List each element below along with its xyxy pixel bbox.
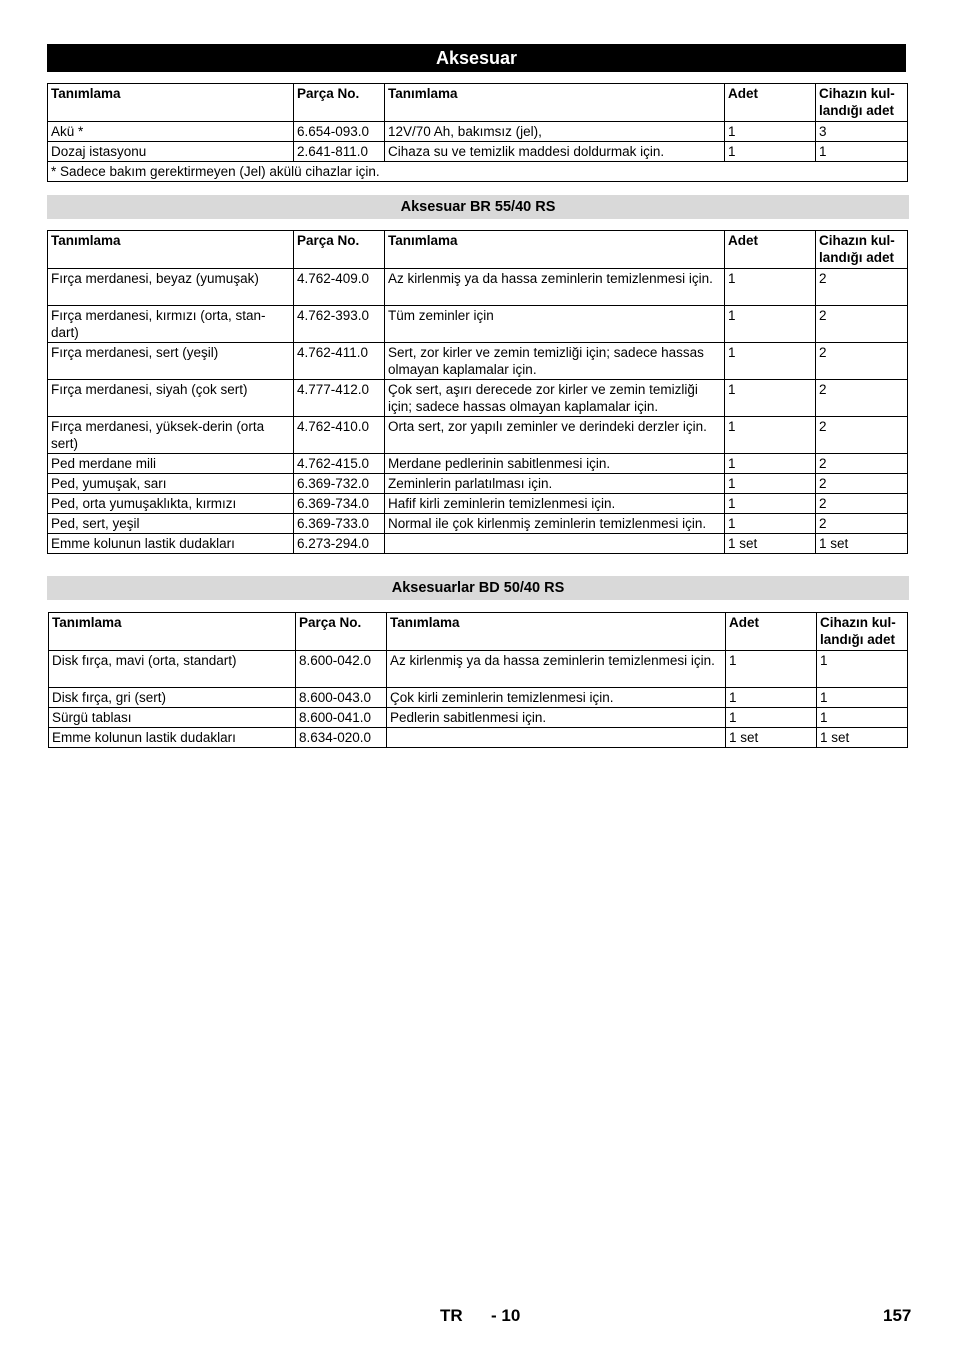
table-cell: Fırça merdanesi, siyah (çok sert) [48, 380, 294, 417]
accessory-table [47, 83, 908, 182]
table-cell: 4.762-415.0 [294, 454, 385, 474]
accessory-table-header [48, 84, 908, 122]
column-header: Cihazın kul- landığı adet [817, 613, 908, 651]
table-cell: 1 [817, 651, 908, 688]
table-row [49, 728, 908, 748]
table-cell: 1 [725, 269, 816, 306]
table-cell: 4.762-393.0 [294, 306, 385, 343]
table-cell: Cihaza su ve temizlik maddesi doldurmak için. [385, 142, 725, 162]
table-cell: Ped, yumuşak, sarı [48, 474, 294, 494]
table-cell: 1 [725, 306, 816, 343]
table-cell: Ped, sert, yeşil [48, 514, 294, 534]
table-cell: Fırça merdanesi, beyaz (yumuşak) [48, 269, 294, 306]
table-cell: 6.369-733.0 [294, 514, 385, 534]
table-cell: 1 [725, 380, 816, 417]
table-row [48, 494, 908, 514]
table-cell: 8.634-020.0 [296, 728, 387, 748]
table-cell: 2 [816, 343, 908, 380]
table-cell: Emme kolunun lastik dudakları [49, 728, 296, 748]
table-cell: 1 [726, 688, 817, 708]
table-cell: Çok sert, aşırı derecede zor kirler ve zemin temizliği için; sadece hassas olmayan kaplamalar için. [385, 380, 725, 417]
table-cell: Dozaj istasyonu [48, 142, 294, 162]
table-cell: 2.641-811.0 [294, 142, 385, 162]
column-header: Tanımlama [49, 613, 296, 651]
table-cell: 1 [725, 514, 816, 534]
table-cell: 1 [817, 688, 908, 708]
table-row [48, 534, 908, 554]
br-55-40-rs-table [47, 230, 908, 554]
footnote-row [48, 162, 908, 182]
table-cell: 2 [816, 494, 908, 514]
table-cell: Çok kirli zeminlerin temizlenmesi için. [387, 688, 726, 708]
table-row [49, 708, 908, 728]
table-row [48, 454, 908, 474]
table-cell [385, 534, 725, 554]
br-55-40-rs-table-body [48, 269, 908, 554]
table-cell: 1 [725, 122, 816, 142]
footer-section-page: - 10 [491, 1306, 521, 1325]
header-row [49, 613, 908, 651]
table-row [48, 142, 908, 162]
table-row [48, 343, 908, 380]
table-cell: 1 [725, 417, 816, 454]
table-row [48, 474, 908, 494]
column-header: Cihazın kul- landığı adet [816, 84, 908, 122]
table-cell: Sert, zor kirler ve zemin temizliği için; sadece hassas olmayan kaplamalar için. [385, 343, 725, 380]
column-header: Tanımlama [48, 84, 294, 122]
table-cell: 2 [816, 474, 908, 494]
table-cell: 4.762-410.0 [294, 417, 385, 454]
table-cell: Disk fırça, gri (sert) [49, 688, 296, 708]
table-row [48, 417, 908, 454]
table-cell: 4.777-412.0 [294, 380, 385, 417]
table-cell: Emme kolunun lastik dudakları [48, 534, 294, 554]
header-row [48, 84, 908, 122]
column-header: Adet [726, 613, 817, 651]
footer-page-number: 157 [883, 1306, 912, 1325]
table-cell: 1 [725, 474, 816, 494]
table-cell: Pedlerin sabitlenmesi için. [387, 708, 726, 728]
table-cell: 3 [816, 122, 908, 142]
column-header: Tanımlama [48, 231, 294, 269]
table-cell: 4.762-409.0 [294, 269, 385, 306]
bd-50-40-rs-table-header [49, 613, 908, 651]
table-cell: Disk fırça, mavi (orta, standart) [49, 651, 296, 688]
table-cell: Az kirlenmiş ya da hassa zeminlerin temizlenmesi için. [387, 651, 726, 688]
table-cell: Normal ile çok kirlenmiş zeminlerin temizlenmesi için. [385, 514, 725, 534]
column-header: Parça No. [296, 613, 387, 651]
table-cell: 1 [726, 708, 817, 728]
table-cell: 2 [816, 269, 908, 306]
table-cell: 1 [725, 142, 816, 162]
table-cell: 1 [725, 494, 816, 514]
table-cell: 1 [816, 142, 908, 162]
table-cell: Fırça merdanesi, kırmızı (orta, stan- dart) [48, 306, 294, 343]
table-cell: Fırça merdanesi, sert (yeşil) [48, 343, 294, 380]
table-cell: Az kirlenmiş ya da hassa zeminlerin temizlenmesi için. [385, 269, 725, 306]
table-cell: Hafif kirli zeminlerin temizlenmesi için. [385, 494, 725, 514]
table-cell: Tüm zeminler için [385, 306, 725, 343]
table-cell: 2 [816, 417, 908, 454]
page-title: Aksesuar [47, 44, 906, 72]
table-cell: 6.273-294.0 [294, 534, 385, 554]
table-row [48, 514, 908, 534]
table-row [49, 688, 908, 708]
table-cell: Ped merdane mili [48, 454, 294, 474]
accessory-table-body [48, 122, 908, 182]
column-header: Tanımlama [387, 613, 726, 651]
table-cell: 8.600-041.0 [296, 708, 387, 728]
table-cell: 8.600-042.0 [296, 651, 387, 688]
table-cell: 1 [726, 651, 817, 688]
column-header: Adet [725, 84, 816, 122]
column-header: Adet [725, 231, 816, 269]
column-header: Cihazın kul- landığı adet [816, 231, 908, 269]
table-cell: Zeminlerin parlatılması için. [385, 474, 725, 494]
bd-50-40-rs-table [48, 612, 908, 748]
section-title-br-55-40-rs: Aksesuar BR 55/40 RS [47, 195, 909, 219]
table-row [48, 122, 908, 142]
table-cell: 1 set [816, 534, 908, 554]
header-row [48, 231, 908, 269]
table-row [49, 651, 908, 688]
table-cell: 1 set [817, 728, 908, 748]
table-cell: 1 [725, 454, 816, 474]
table-cell: 2 [816, 380, 908, 417]
table-cell: 4.762-411.0 [294, 343, 385, 380]
table-cell: Merdane pedlerinin sabitlenmesi için. [385, 454, 725, 474]
bd-50-40-rs-table-body [49, 651, 908, 748]
table-cell: 6.654-093.0 [294, 122, 385, 142]
table-cell: 1 [725, 343, 816, 380]
table-cell: 8.600-043.0 [296, 688, 387, 708]
column-header: Tanımlama [385, 231, 725, 269]
table-cell: 2 [816, 306, 908, 343]
table-cell: 2 [816, 454, 908, 474]
br-55-40-rs-table-header [48, 231, 908, 269]
column-header: Parça No. [294, 231, 385, 269]
table-cell: 1 set [726, 728, 817, 748]
table-cell: 1 set [725, 534, 816, 554]
table-cell: 6.369-732.0 [294, 474, 385, 494]
table-cell: Sürgü tablası [49, 708, 296, 728]
table-cell: 12V/70 Ah, bakımsız (jel), [385, 122, 725, 142]
table-row [48, 269, 908, 306]
table-cell: 2 [816, 514, 908, 534]
column-header: Tanımlama [385, 84, 725, 122]
section-title-bd-50-40-rs: Aksesuarlar BD 50/40 RS [47, 576, 909, 600]
table-cell: 1 [817, 708, 908, 728]
table-cell: Fırça merdanesi, yüksek-derin (orta sert) [48, 417, 294, 454]
table-cell [387, 728, 726, 748]
table-cell: Ped, orta yumuşaklıkta, kırmızı [48, 494, 294, 514]
table-row [48, 306, 908, 343]
footnote: * Sadece bakım gerektirmeyen (Jel) akülü cihazlar için. [48, 162, 908, 182]
table-cell: Orta sert, zor yapılı zeminler ve derindeki derzler için. [385, 417, 725, 454]
table-row [48, 380, 908, 417]
column-header: Parça No. [294, 84, 385, 122]
footer-language: TR [440, 1306, 463, 1325]
table-cell: 6.369-734.0 [294, 494, 385, 514]
table-cell: Akü * [48, 122, 294, 142]
